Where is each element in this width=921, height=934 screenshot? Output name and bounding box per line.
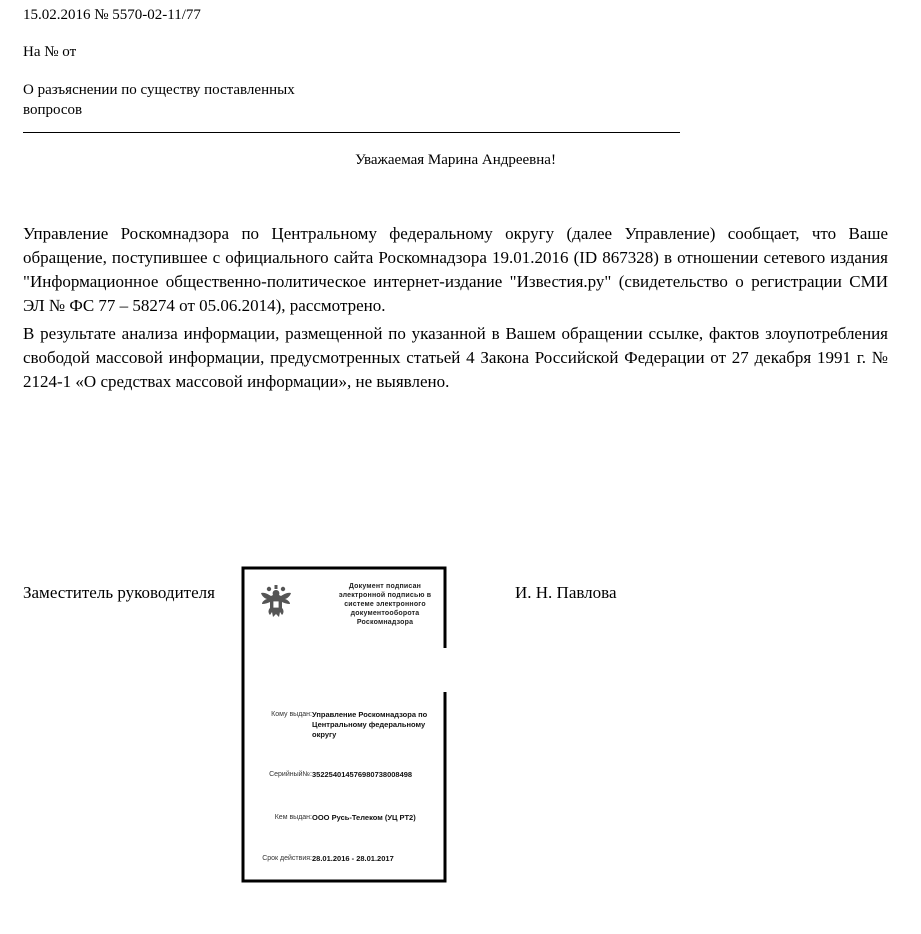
subject-divider xyxy=(23,132,680,133)
salutation: Уважаемая Марина Андреевна! xyxy=(355,152,556,168)
document-number: 15.02.2016 № 5570-02-11/77 xyxy=(23,7,201,23)
reply-reference: На № от xyxy=(23,44,77,60)
stamp-header-text: Документ подписан электронной подписью в системе электронного документооборота Роскомнадзора xyxy=(338,583,432,626)
stamp-validity xyxy=(253,854,443,864)
stamp-issued-to xyxy=(253,710,443,740)
stamp-serial xyxy=(253,770,443,780)
stamp-issuer xyxy=(253,813,443,823)
signer-position: Заместитель руководителя xyxy=(23,583,215,602)
double-headed-eagle-icon xyxy=(259,584,293,622)
serial-value: 35225401457698073800849​8 xyxy=(312,770,413,779)
body-paragraph-2: В результате анализа информации, размещенной по указанной в Вашем обращении ссылке, фактов злоупотребления свободой массовой информации, предусмотренных статьей 4 Закона Российской Федерации от 27 декабря 1991 г. № 2124-1 «О средствах массовой информации», не выявлено. xyxy=(23,324,888,391)
signature-stamp xyxy=(241,566,447,883)
issued-to-label: Кому выдан: xyxy=(271,711,312,718)
document-subject: О разъяснении по существу поставленных вопросов xyxy=(23,82,295,118)
signer-name: И. Н. Павлова xyxy=(515,583,617,602)
validity-value: 28.01.2016 - 28.01.2017 xyxy=(312,854,394,863)
issuer-label: Кем выдан: xyxy=(274,814,312,821)
issued-to-value: Управление Роскомнадзора по Центральному федеральному округу xyxy=(312,710,428,739)
serial-label: Серийный№: xyxy=(269,771,312,778)
validity-label: Срок действия: xyxy=(262,855,312,862)
body-paragraph-1: Управление Роскомнадзора по Центральному федеральному округу (далее Управление) сообщает, что Ваше обращение, поступившее с официального сайта Роскомнадзора 19.01.2016 (ID 867328) в отношении сетевого издания "Информационное общественно-политическое интернет-издание "Известия.ру" (свидетельство о регистрации СМИ ЭЛ № ФС 77 – 58274 от 05.06.2014), рассмотрено. xyxy=(23,224,888,315)
issuer-value: ООО Русь-Телеком (УЦ РТ2) xyxy=(312,813,416,822)
